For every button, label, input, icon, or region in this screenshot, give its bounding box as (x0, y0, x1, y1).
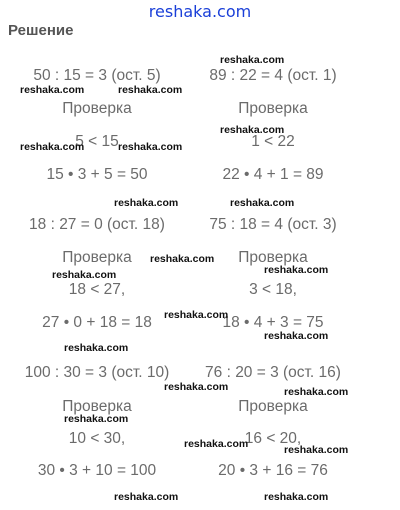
comparison: 1 < 22 (251, 133, 295, 150)
division-equation: 50 : 15 = 3 (ост. 5) (33, 67, 161, 84)
check-label: Проверка (62, 100, 132, 117)
verification-equation: 27 • 0 + 18 = 18 (42, 314, 152, 331)
watermark: reshaka.com (284, 386, 349, 398)
watermark: reshaka.com (264, 491, 329, 503)
watermark: reshaka.com (20, 84, 85, 96)
watermark: reshaka.com (118, 84, 183, 96)
section-title: Решение (8, 22, 74, 39)
watermark: reshaka.com (220, 124, 285, 136)
site-header-link[interactable]: reshaka.com (148, 2, 252, 21)
watermark: reshaka.com (230, 197, 295, 209)
watermark: reshaka.com (114, 197, 179, 209)
watermark: reshaka.com (220, 54, 285, 66)
check-label: Проверка (238, 249, 308, 266)
division-equation: 100 : 30 = 3 (ост. 10) (24, 364, 170, 381)
comparison: 10 < 30, (68, 430, 126, 447)
verification-equation: 30 • 3 + 10 = 100 (37, 462, 157, 479)
division-equation: 18 : 27 = 0 (ост. 18) (29, 216, 165, 233)
division-equation: 89 : 22 = 4 (ост. 1) (209, 67, 337, 84)
verification-equation: 15 • 3 + 5 = 50 (46, 166, 148, 183)
check-label: Проверка (238, 100, 308, 117)
watermark: reshaka.com (64, 413, 129, 425)
watermark: reshaka.com (150, 253, 215, 265)
division-equation: 76 : 20 = 3 (ост. 16) (205, 364, 341, 381)
check-label: Проверка (62, 398, 132, 415)
watermark: reshaka.com (184, 438, 249, 450)
watermark: reshaka.com (114, 491, 179, 503)
watermark: reshaka.com (164, 309, 229, 321)
watermark: reshaka.com (20, 141, 85, 153)
watermark: reshaka.com (264, 330, 329, 342)
watermark: reshaka.com (164, 381, 229, 393)
division-equation: 75 : 18 = 4 (ост. 3) (209, 216, 337, 233)
verification-equation: 20 • 3 + 16 = 76 (218, 462, 328, 479)
comparison: 16 < 20, (244, 430, 302, 447)
comparison: 3 < 18, (249, 281, 297, 298)
verification-equation: 22 • 4 + 1 = 89 (222, 166, 324, 183)
comparison: 18 < 27, (68, 281, 126, 298)
check-label: Проверка (238, 398, 308, 415)
watermark: reshaka.com (118, 141, 183, 153)
comparison: 5 < 15 (75, 133, 119, 150)
check-label: Проверка (62, 249, 132, 266)
watermark: reshaka.com (284, 444, 349, 456)
verification-equation: 18 • 4 + 3 = 75 (222, 314, 324, 331)
watermark: reshaka.com (264, 264, 329, 276)
watermark: reshaka.com (64, 342, 129, 354)
watermark: reshaka.com (52, 269, 117, 281)
